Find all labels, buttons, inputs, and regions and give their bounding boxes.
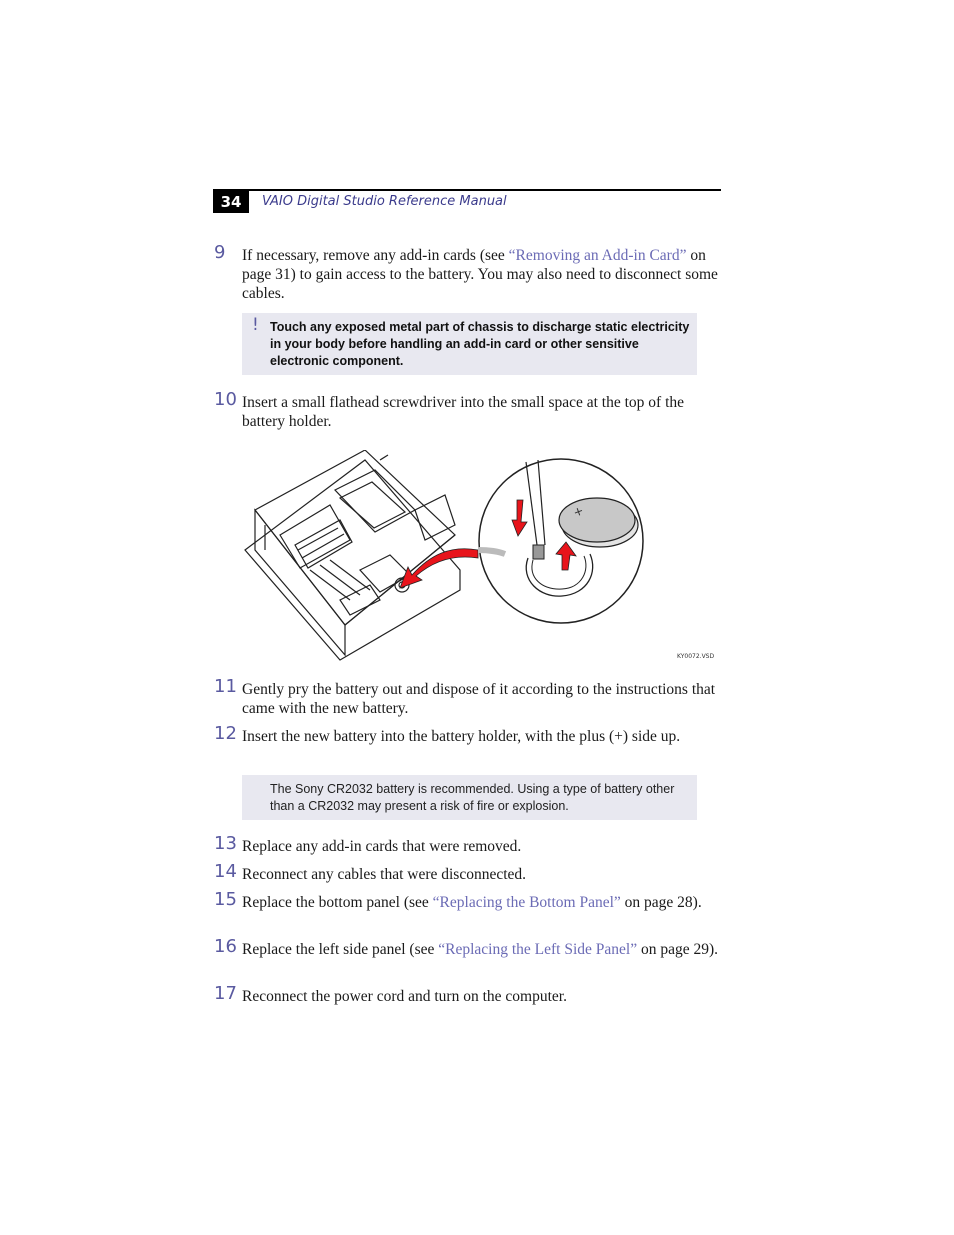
step-text: Replace the left side panel (see “Replacing the Left Side Panel” on page 29). (242, 941, 719, 958)
running-title: VAIO Digital Studio Reference Manual (262, 194, 507, 209)
header-rule (213, 189, 721, 191)
caution-note (242, 313, 697, 375)
step-text: Gently pry the battery out and dispose of it according to the instructions that came with the new battery. (242, 681, 716, 717)
step-number: 9 (214, 242, 226, 263)
svg-text:+: + (571, 503, 586, 520)
caution-icon: ! (252, 315, 259, 335)
caution-text: Touch any exposed metal part of chassis to discharge static electricity in your body before handling an add-in card or other sensitive electronic component. (270, 320, 690, 368)
step-number: 10 (214, 389, 237, 410)
figure-caption: KY0072.VSD (677, 653, 715, 660)
battery-replacement-figure (240, 450, 720, 665)
computer-chassis (245, 450, 460, 660)
step-text: Reconnect the power cord and turn on the computer. (242, 988, 567, 1005)
step-text: Insert the new battery into the battery holder, with the plus (+) side up. (242, 728, 681, 745)
info-note-text: The Sony CR2032 battery is recommended. Using a type of battery other than a CR2032 may present a risk of fire or explosion. (270, 782, 675, 813)
step-number: 12 (214, 723, 237, 744)
step-number: 14 (214, 861, 237, 882)
step-text: Replace any add-in cards that were removed. (242, 838, 522, 855)
battery-illustration (240, 450, 720, 665)
step-text: If necessary, remove any add-in cards (see “Removing an Add-in Card” on page 31) to gain access to the battery. You may also need to disconnect some cables. (242, 247, 718, 302)
step-number: 16 (214, 936, 237, 957)
step-number: 17 (214, 983, 237, 1004)
step-number: 15 (214, 889, 237, 910)
link-removing-add-in-card[interactable]: “Removing an Add-in Card” (508, 247, 687, 264)
step-number: 13 (214, 833, 237, 854)
step-text: Insert a small flathead screwdriver into the small space at the top of the battery holder. (242, 394, 685, 430)
link-replacing-bottom-panel[interactable]: “Replacing the Bottom Panel” (432, 894, 621, 911)
battery-coin (559, 498, 638, 547)
link-replacing-left-side-panel[interactable]: “Replacing the Left Side Panel” (438, 941, 638, 958)
page-number: 34 (213, 191, 249, 213)
step-number: 11 (214, 676, 237, 697)
step-text: Replace the bottom panel (see “Replacing the Bottom Panel” on page 28). (242, 894, 702, 911)
info-note (242, 775, 697, 820)
step-text: Reconnect any cables that were disconnected. (242, 866, 527, 883)
callout-arrow-icon (400, 549, 478, 588)
